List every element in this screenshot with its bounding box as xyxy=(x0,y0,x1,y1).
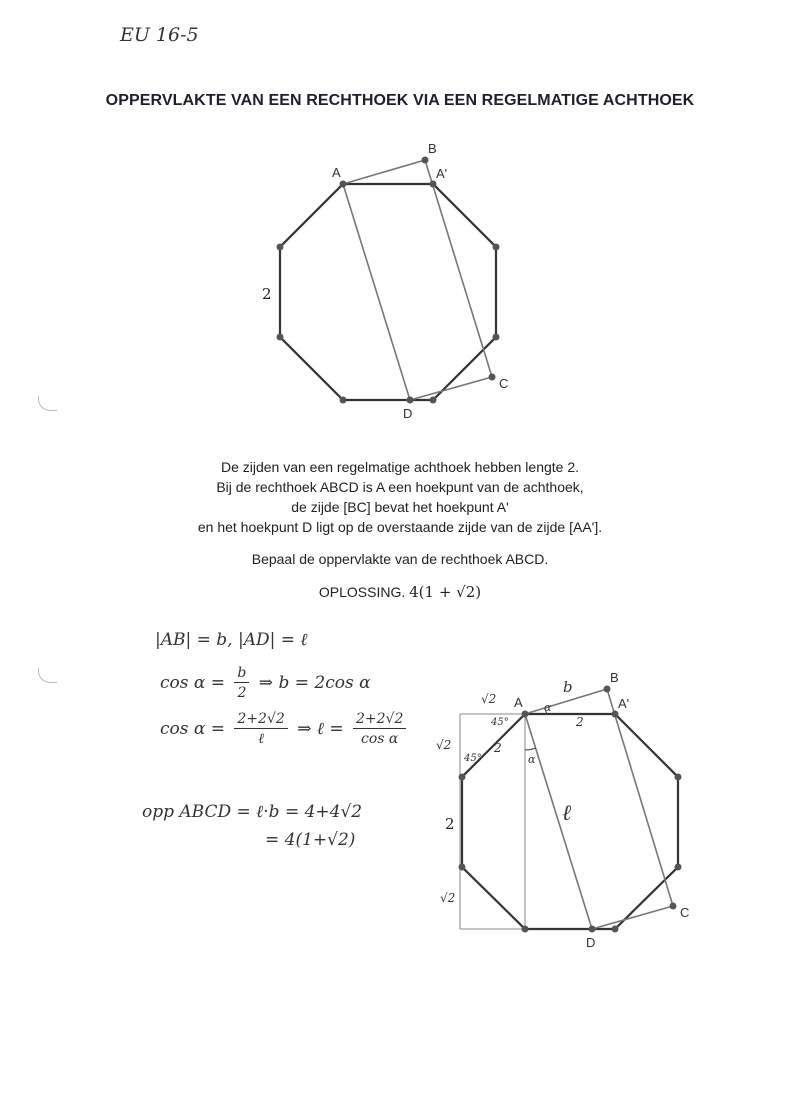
page-title: OPPERVLAKTE VAN EEN RECHTHOEK VIA EEN REGELMATIGE ACHTHOEK xyxy=(105,92,695,109)
handwritten-line-1: |AB| = b, |AD| = ℓ xyxy=(155,630,308,650)
label-a-prime: A' xyxy=(436,166,448,181)
vertex-point xyxy=(459,774,466,781)
hw-denominator: 2 xyxy=(237,685,247,701)
vertex-a-prime xyxy=(612,711,619,718)
hw-numerator: 2+2√2 xyxy=(353,710,406,729)
label-two-diag: 2 xyxy=(494,741,502,755)
vertex-a xyxy=(522,711,529,718)
hw-denominator: ℓ xyxy=(258,731,265,747)
label-45-left: 45° xyxy=(464,753,482,764)
hw-lhs: cos α = xyxy=(160,673,226,693)
vertex-point xyxy=(459,864,466,871)
label-alpha-inner: α xyxy=(528,753,536,766)
label-b: B xyxy=(610,670,619,685)
hw-numerator: 2+2√2 xyxy=(234,710,287,729)
problem-line: de zijde [BC] bevat het hoekpunt A' xyxy=(291,499,509,515)
label-sqrt2-left: √2 xyxy=(436,738,452,752)
label-a: A xyxy=(332,165,341,180)
vertex-d xyxy=(589,926,596,933)
label-b: B xyxy=(428,141,437,156)
label-two-top: 2 xyxy=(576,715,584,729)
hw-mid: ⇒ ℓ = xyxy=(297,719,344,739)
label-side-length: 2 xyxy=(262,285,272,303)
label-d: D xyxy=(403,406,413,421)
vertex-point xyxy=(675,774,682,781)
label-c: C xyxy=(680,905,690,920)
document-tag: EU 16-5 xyxy=(120,24,199,46)
label-45-top: 45° xyxy=(491,717,509,728)
label-b-side: b xyxy=(563,678,573,696)
solution-label: OPLOSSING. xyxy=(318,584,406,600)
handwritten-line-4: opp ABCD = ℓ·b = 4+4√2 xyxy=(142,802,363,822)
label-sqrt2-top: √2 xyxy=(481,692,497,706)
label-side-length: 2 xyxy=(445,815,455,833)
vertex-point xyxy=(522,926,529,933)
problem-question: Bepaal de oppervlakte van de rechthoek ABCD. xyxy=(251,551,549,567)
hw-lhs: cos α = xyxy=(160,719,226,739)
label-a-prime: A' xyxy=(618,696,630,711)
angle-arc-inner xyxy=(525,748,536,750)
label-ell: ℓ xyxy=(562,801,572,826)
label-alpha-top: α xyxy=(544,701,552,714)
label-c: C xyxy=(499,376,509,391)
problem-line: De zijden van een regelmatige achthoek hebben lengte 2. xyxy=(220,459,580,475)
label-d: D xyxy=(586,935,596,950)
problem-line: en het hoekpunt D ligt op de overstaande zijde van de zijde [AA']. xyxy=(197,519,603,535)
handwritten-line-5: = 4(1+√2) xyxy=(265,830,356,850)
vertex-point xyxy=(612,926,619,933)
solution-value: 4(1 + √2) xyxy=(409,583,482,601)
vertex-b xyxy=(604,686,611,693)
vertex-point xyxy=(675,864,682,871)
vertex-c xyxy=(670,903,677,910)
hw-denominator: cos α xyxy=(361,731,399,747)
label-a: A xyxy=(514,695,523,710)
hw-numerator: b xyxy=(234,664,249,683)
label-sqrt2-bottom: √2 xyxy=(440,891,456,905)
hw-rhs: ⇒ b = 2cos α xyxy=(258,673,371,693)
problem-line: Bij de rechthoek ABCD is A een hoekpunt van de achthoek, xyxy=(216,479,584,495)
